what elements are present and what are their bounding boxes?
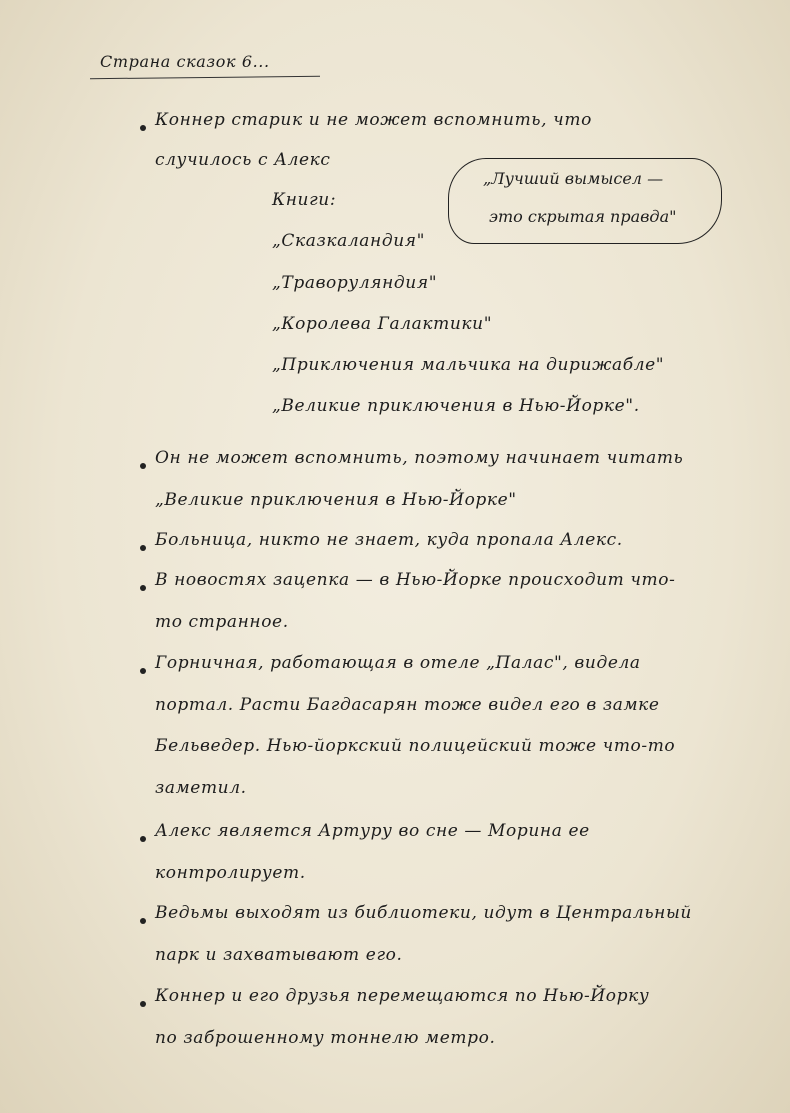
title-underline: [90, 76, 320, 79]
bullet-icon: [140, 125, 146, 131]
books-label: Книги:: [272, 190, 337, 210]
note-line: контролирует.: [155, 862, 306, 883]
note-line: парк и захватывают его.: [155, 944, 403, 965]
bullet-icon: [140, 918, 146, 924]
note-line: Бельведер. Нью-йоркский полицейский тоже что-то: [155, 736, 676, 756]
bullet-icon: [140, 585, 146, 591]
quote-line: это скрытая правда": [489, 207, 677, 226]
note-line: заметил.: [155, 777, 247, 798]
note-line: случилось с Алекс: [155, 150, 331, 170]
note-line: Коннер и его друзья перемещаются по Нью-Йорку: [155, 986, 650, 1006]
note-line: Коннер старик и не может вспомнить, что: [155, 110, 592, 130]
bullet-icon: [140, 668, 146, 674]
book-title: „Королева Галактики": [272, 314, 493, 334]
quote-line: „Лучший вымысел —: [483, 169, 664, 188]
note-line: портал. Расти Багдасарян тоже видел его в замке: [155, 694, 660, 715]
note-line: Он не может вспомнить, поэтому начинает читать: [155, 448, 684, 468]
bullet-icon: [140, 463, 146, 469]
note-line: Горничная, работающая в отеле „Палас", видела: [155, 653, 641, 673]
note-line: „Великие приключения в Нью-Йорке": [155, 489, 517, 510]
quote-bubble: [448, 158, 722, 244]
note-line: В новостях зацепка — в Нью-Йорке происходит что-: [155, 570, 676, 590]
book-title: „Приключения мальчика на дирижабле": [272, 355, 665, 375]
note-line: Ведьмы выходят из библиотеки, идут в Центральный: [155, 903, 692, 923]
book-title: „Сказкаландия": [272, 231, 426, 251]
note-line: Больница, никто не знает, куда пропала Алекс.: [155, 530, 623, 550]
book-title: „Великие приключения в Нью-Йорке".: [272, 396, 640, 416]
bullet-icon: [140, 1001, 146, 1007]
bullet-icon: [140, 836, 146, 842]
book-title: „Траворуляндия": [272, 273, 438, 293]
page-title: Страна сказок 6...: [100, 52, 270, 71]
note-line: Алекс является Артуру во сне — Морина ее: [155, 821, 590, 841]
bullet-icon: [140, 545, 146, 551]
note-line: по заброшенному тоннелю метро.: [155, 1027, 496, 1048]
note-line: то странное.: [155, 611, 289, 632]
